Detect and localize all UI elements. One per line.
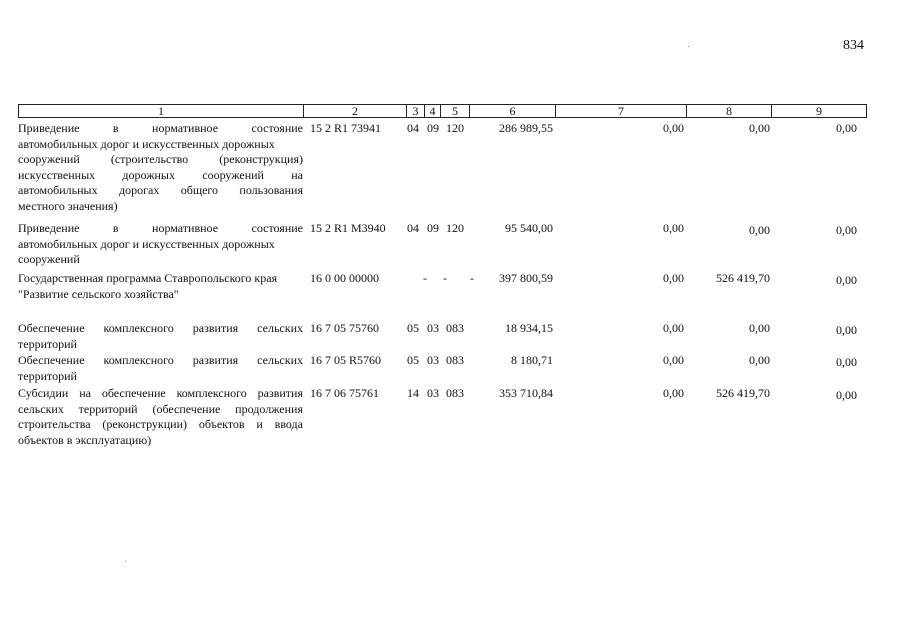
desc-line: Государственная программа Ставропольского края	[18, 271, 278, 285]
row-c5: 083	[446, 386, 464, 400]
scan-speck	[688, 46, 689, 47]
desc-line: строительства (реконструкции) объектов и ввода	[18, 417, 303, 431]
row-c5: -	[470, 271, 474, 285]
row-v7: 0,00	[663, 121, 684, 135]
row-description	[18, 321, 303, 352]
row-c3: 05	[407, 321, 419, 335]
row-c4: -	[443, 271, 447, 285]
row-description	[18, 121, 303, 214]
row-c3: 04	[407, 121, 419, 135]
row-c4: 03	[427, 353, 439, 367]
desc-line: Обеспечение комплексного развития сельских	[18, 353, 303, 367]
header-col-7: 7	[556, 105, 687, 117]
row-code: 15 2 R1 73941	[310, 121, 382, 135]
row-c5: 083	[446, 353, 464, 367]
row-v6: 8 180,71	[511, 353, 553, 367]
row-v9: 0,00	[836, 355, 857, 369]
desc-line: автомобильных дорог и искусственных дорожных	[18, 136, 275, 151]
row-description	[18, 271, 303, 302]
row-v8: 0,00	[749, 321, 770, 335]
header-col-8: 8	[687, 105, 772, 117]
row-c3: 14	[407, 386, 419, 400]
desc-line: сооружений	[18, 252, 80, 266]
row-v9: 0,00	[836, 121, 857, 135]
page-number: 834	[843, 38, 864, 53]
row-v9: 0,00	[836, 273, 857, 287]
row-v7: 0,00	[663, 353, 684, 367]
row-c3: -	[423, 271, 427, 285]
row-c4: 03	[427, 386, 439, 400]
row-v7: 0,00	[663, 271, 684, 285]
row-code: 16 7 06 75761	[310, 386, 379, 400]
row-c5: 120	[446, 121, 464, 135]
header-col-3: 3	[407, 105, 425, 117]
row-c3: 05	[407, 353, 419, 367]
scan-speck	[125, 561, 126, 562]
row-v6: 18 934,15	[505, 321, 553, 335]
desc-line: территорий	[18, 336, 77, 351]
row-description	[18, 386, 303, 448]
row-c3: 04	[407, 221, 419, 235]
row-v6: 397 800,59	[499, 271, 553, 285]
desc-line: Приведение в нормативное состояние	[18, 221, 303, 235]
header-col-2: 2	[304, 105, 407, 117]
row-v8: 526 419,70	[716, 271, 770, 285]
header-col-4: 4	[425, 105, 441, 117]
row-v7: 0,00	[663, 221, 684, 235]
row-description	[18, 353, 303, 384]
row-v6: 353 710,84	[499, 386, 553, 400]
table-header	[18, 104, 867, 118]
row-description	[18, 221, 303, 268]
row-c5: 120	[446, 221, 464, 235]
row-v9: 0,00	[836, 388, 857, 402]
desc-line: местного значения)	[18, 198, 118, 213]
desc-line: сооружений (строительство (реконструкция)	[18, 152, 303, 166]
row-code: 15 2 R1 M3940	[310, 221, 386, 235]
row-v9: 0,00	[836, 223, 857, 237]
header-col-6: 6	[470, 105, 556, 117]
row-c4: 03	[427, 321, 439, 335]
desc-line: Субсидии на обеспечение комплексного развития	[18, 386, 303, 400]
row-v8: 0,00	[749, 223, 770, 237]
header-col-1: 1	[19, 105, 304, 117]
header-col-5: 5	[441, 105, 470, 117]
row-v9: 0,00	[836, 323, 857, 337]
row-code: 16 7 05 R5760	[310, 353, 382, 367]
row-v8: 0,00	[749, 121, 770, 135]
row-c5: 083	[446, 321, 464, 335]
row-v7: 0,00	[663, 386, 684, 400]
header-col-9: 9	[816, 104, 822, 118]
desc-line: Приведение в нормативное состояние	[18, 121, 303, 135]
row-code: 16 7 05 75760	[310, 321, 379, 335]
row-c4: 09	[427, 221, 439, 235]
row-v8: 0,00	[749, 353, 770, 367]
desc-line: объектов в эксплуатацию)	[18, 432, 152, 447]
row-code: 16 0 00 00000	[310, 271, 379, 285]
row-v7: 0,00	[663, 321, 684, 335]
desc-line: автомобильных дорог и искусственных дорожных	[18, 236, 275, 251]
desc-line: Обеспечение комплексного развития сельских	[18, 321, 303, 335]
row-v6: 95 540,00	[505, 221, 553, 235]
desc-line: сельских территорий (обеспечение продолжения	[18, 401, 303, 416]
row-v6: 286 989,55	[499, 121, 553, 135]
desc-line: искусственных дорожных сооружений на	[18, 167, 303, 182]
desc-line: автомобильных дорогах общего пользования	[18, 183, 303, 197]
desc-line: "Развитие сельского хозяйства"	[18, 286, 179, 301]
desc-line: территорий	[18, 368, 77, 383]
row-v8: 526 419,70	[716, 386, 770, 400]
row-c4: 09	[427, 121, 439, 135]
